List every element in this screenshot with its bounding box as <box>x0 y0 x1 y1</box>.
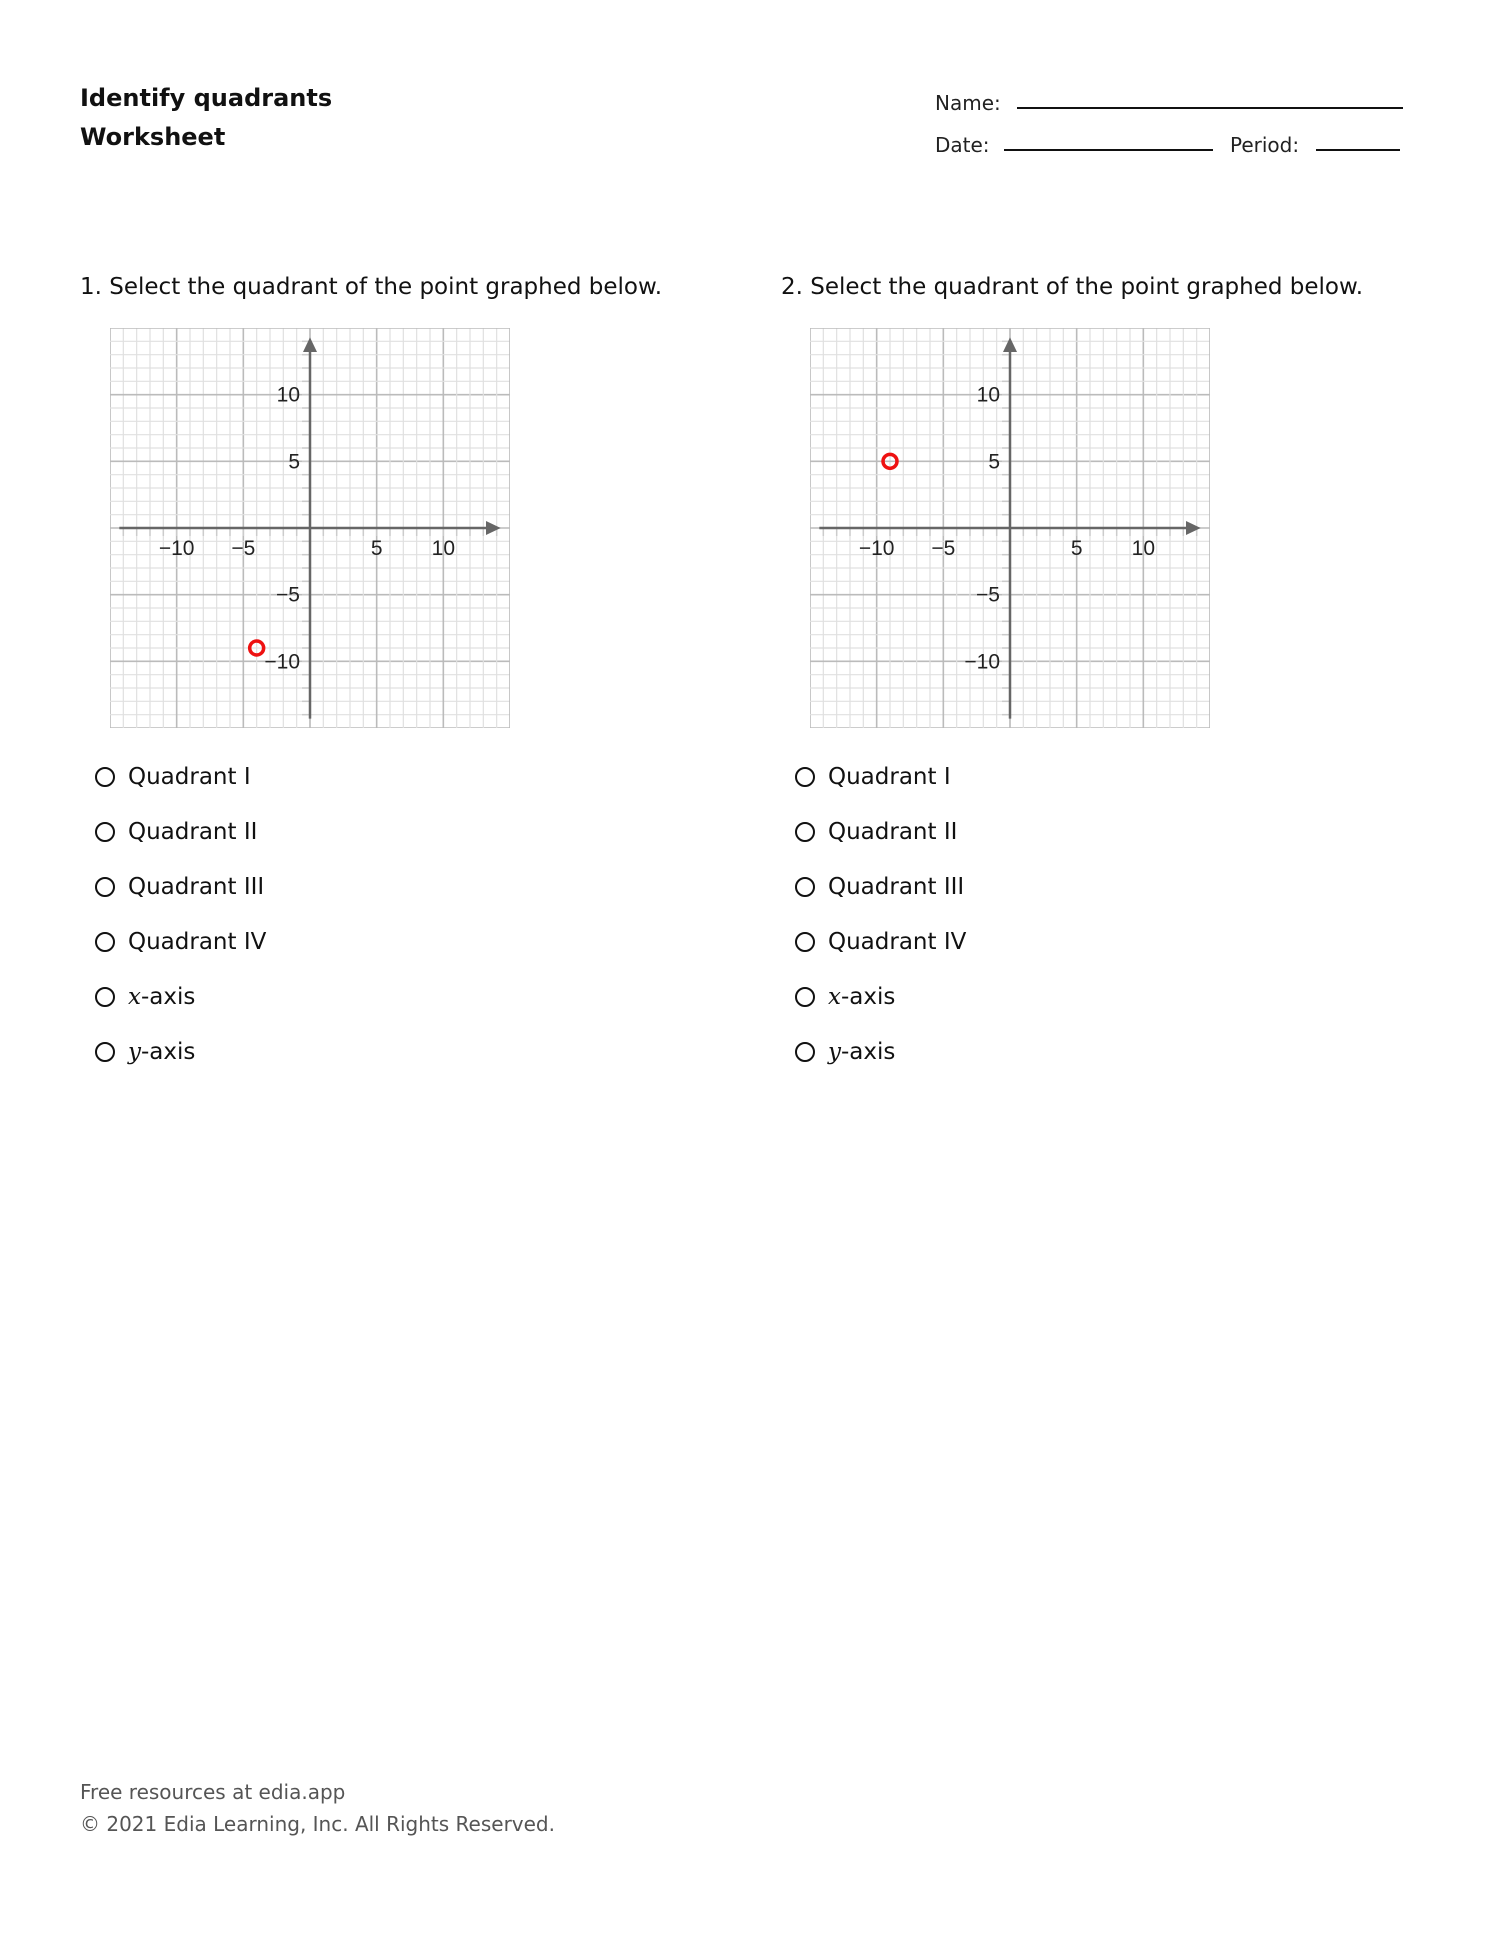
math-variable: y <box>828 1039 841 1065</box>
x-tick-label: 5 <box>1070 537 1083 560</box>
option-label: Quadrant IV <box>128 929 267 955</box>
y-tick-label: −10 <box>264 650 300 674</box>
period-label: Period: <box>1230 133 1300 157</box>
option-label: Quadrant IV <box>828 929 967 955</box>
radio-button[interactable] <box>795 987 815 1007</box>
radio-button[interactable] <box>795 1042 815 1062</box>
radio-button[interactable] <box>795 822 815 842</box>
y-tick-label: 10 <box>276 383 300 407</box>
x-tick-label: −10 <box>158 537 195 560</box>
question-prompt: 1. Select the quadrant of the point graphed below. <box>80 274 663 300</box>
y-tick-label: 5 <box>288 450 300 474</box>
math-variable: y <box>128 1039 141 1065</box>
option-label: Quadrant I <box>128 764 251 790</box>
coordinate-graph <box>810 328 1210 728</box>
option-label: Quadrant III <box>828 874 965 900</box>
radio-button[interactable] <box>795 932 815 952</box>
radio-button[interactable] <box>795 767 815 787</box>
x-axis-arrow-icon <box>486 521 501 535</box>
radio-button[interactable] <box>95 987 115 1007</box>
y-tick-label: −10 <box>964 650 1000 674</box>
footer-copyright: © 2021 Edia Learning, Inc. All Rights Reserved. <box>80 1812 555 1836</box>
worksheet-title: Identify quadrants <box>80 84 333 112</box>
option-label: Quadrant II <box>828 819 958 845</box>
math-variable: x <box>128 984 141 1010</box>
answer-option[interactable] <box>95 819 257 845</box>
period-field[interactable] <box>1316 149 1400 151</box>
x-tick-label: −10 <box>858 537 895 560</box>
answer-option[interactable] <box>795 764 951 790</box>
radio-button[interactable] <box>95 1042 115 1062</box>
answer-option[interactable] <box>795 874 964 900</box>
question-prompt: 2. Select the quadrant of the point graphed below. <box>781 274 1364 300</box>
name-field[interactable] <box>1017 107 1403 109</box>
answer-option[interactable] <box>95 764 251 790</box>
answer-option[interactable] <box>95 874 264 900</box>
footer-resources: Free resources at edia.app <box>80 1780 346 1804</box>
option-label: -axis <box>141 1039 196 1065</box>
option-label: -axis <box>841 1039 896 1065</box>
radio-button[interactable] <box>795 877 815 897</box>
x-tick-label: −5 <box>231 537 256 560</box>
date-field[interactable] <box>1004 149 1213 151</box>
answer-option[interactable] <box>95 929 266 955</box>
option-label: Quadrant III <box>128 874 265 900</box>
answer-option[interactable] <box>795 984 895 1010</box>
x-tick-label: 5 <box>370 537 383 560</box>
radio-button[interactable] <box>95 767 115 787</box>
y-tick-label: −5 <box>276 583 300 607</box>
name-label: Name: <box>935 91 1001 115</box>
x-tick-label: 10 <box>1131 537 1156 560</box>
math-variable: x <box>828 984 841 1010</box>
worksheet-subtitle: Worksheet <box>80 123 226 151</box>
option-label: -axis <box>140 984 196 1010</box>
answer-option[interactable] <box>795 819 957 845</box>
date-label: Date: <box>935 133 990 157</box>
radio-button[interactable] <box>95 877 115 897</box>
answer-option[interactable] <box>95 1039 195 1065</box>
y-tick-label: 5 <box>988 450 1000 474</box>
y-tick-label: −5 <box>976 583 1000 607</box>
y-axis-arrow-icon <box>303 337 317 352</box>
y-axis-arrow-icon <box>1003 337 1017 352</box>
x-axis-arrow-icon <box>1186 521 1201 535</box>
answer-option[interactable] <box>795 929 966 955</box>
radio-button[interactable] <box>95 932 115 952</box>
answer-option[interactable] <box>795 1039 895 1065</box>
answer-option[interactable] <box>95 984 195 1010</box>
option-label: Quadrant I <box>828 764 951 790</box>
option-label: Quadrant II <box>128 819 258 845</box>
coordinate-graph <box>110 328 510 728</box>
y-tick-label: 10 <box>976 383 1000 407</box>
option-label: -axis <box>840 984 896 1010</box>
x-tick-label: 10 <box>431 537 456 560</box>
x-tick-label: −5 <box>931 537 956 560</box>
radio-button[interactable] <box>95 822 115 842</box>
